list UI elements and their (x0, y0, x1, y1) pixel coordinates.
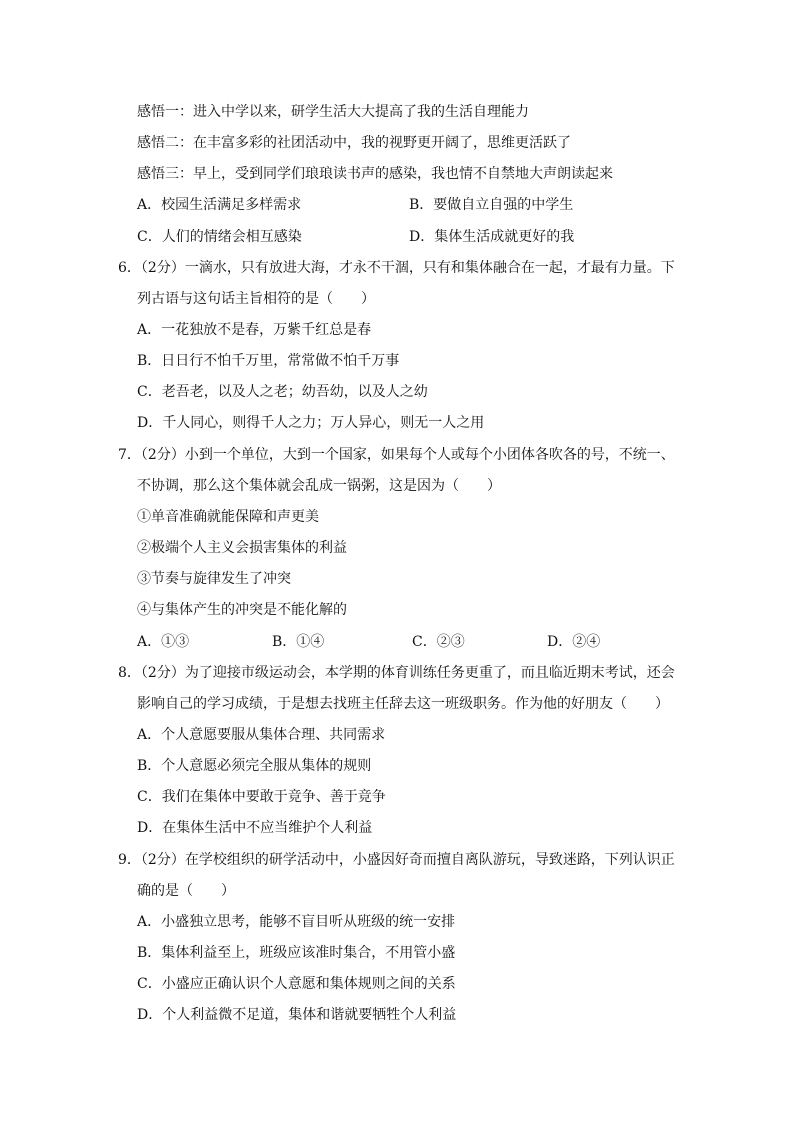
q7-option-a[interactable]: A．①③ (137, 634, 190, 650)
q6-stem-line-1: 6．（2分）一滴水，只有放进大海，才永不干涸，只有和集体融合在一起，才最有力量。下 (118, 260, 675, 276)
q5-option-a[interactable]: A．校园生活满足多样需求 (137, 197, 302, 213)
q6-stem-line-2: 列古语与这句话主旨相符的是（ ） (137, 291, 375, 307)
q7-stem-line-2: 不协调，那么这个集体就会乱成一锅粥，这是因为（ ） (137, 478, 501, 494)
q9-option-d[interactable]: D．个人利益微不足道，集体和谐就要牺牲个人利益 (137, 1007, 457, 1023)
q8-stem-line-1: 8．（2分）为了迎接市级运动会，本学期的体育训练任务更重了，而且临近期末考试，还会 (118, 665, 675, 681)
q8-option-a[interactable]: A．个人意愿要服从集体合理、共同需求 (137, 727, 386, 743)
reflection-line-2: 感悟二：在丰富多彩的社团活动中，我的视野更开阔了，思维更活跃了 (137, 135, 571, 151)
q5-option-b[interactable]: B．要做自立自强的中学生 (409, 197, 574, 213)
q7-statement-1: ①单音准确就能保障和声更美 (137, 509, 319, 525)
q8-option-b[interactable]: B．个人意愿必须完全服从集体的规则 (137, 758, 372, 774)
q9-option-a[interactable]: A．小盛独立思考，能够不盲目听从班级的统一安排 (137, 914, 456, 930)
q6-option-c[interactable]: C．老吾老，以及人之老；幼吾幼，以及人之幼 (137, 384, 428, 400)
reflection-line-3: 感悟三：早上，受到同学们琅琅读书声的感染，我也情不自禁地大声朗读起来 (137, 166, 613, 182)
q9-stem-line-2: 确的是（ ） (137, 883, 235, 899)
q5-option-d[interactable]: D．集体生活成就更好的我 (409, 229, 575, 245)
q9-option-b[interactable]: B．集体利益至上，班级应该准时集合，不用管小盛 (137, 945, 456, 961)
q7-option-d[interactable]: D．②④ (547, 634, 601, 650)
q7-statement-2: ②极端个人主义会损害集体的利益 (137, 540, 347, 556)
q8-stem-line-2: 影响自己的学习成绩，于是想去找班主任辞去这一班级职务。作为他的好朋友（ ） (137, 696, 669, 712)
reflection-line-1: 感悟一：进入中学以来，研学生活大大提高了我的生活自理能力 (137, 104, 529, 120)
q7-option-c[interactable]: C．②③ (412, 634, 465, 650)
q7-option-b[interactable]: B．①④ (272, 634, 325, 650)
q9-option-c[interactable]: C．小盛应正确认识个人意愿和集体规则之间的关系 (137, 976, 456, 992)
q6-option-a[interactable]: A．一花独放不是春，万紫千红总是春 (137, 322, 372, 338)
q9-stem-line-1: 9．（2分）在学校组织的研学活动中，小盛因好奇而擅自离队游玩，导致迷路，下列认识正 (118, 852, 675, 868)
q7-statement-3: ③节奏与旋律发生了冲突 (137, 571, 291, 587)
q6-option-d[interactable]: D．千人同心，则得千人之力；万人异心，则无一人之用 (137, 415, 485, 431)
q7-statement-4: ④与集体产生的冲突是不能化解的 (137, 602, 347, 618)
q7-stem-line-1: 7．（2分）小到一个单位，大到一个国家，如果每个人或每个小团体各吹各的号，不统一、 (118, 447, 675, 463)
q8-option-d[interactable]: D．在集体生活中不应当维护个人利益 (137, 820, 373, 836)
q8-option-c[interactable]: C．我们在集体中要敢于竞争、善于竞争 (137, 789, 386, 805)
q6-option-b[interactable]: B．日日行不怕千万里，常常做不怕千万事 (137, 353, 400, 369)
q5-option-c[interactable]: C．人们的情绪会相互感染 (137, 229, 302, 245)
